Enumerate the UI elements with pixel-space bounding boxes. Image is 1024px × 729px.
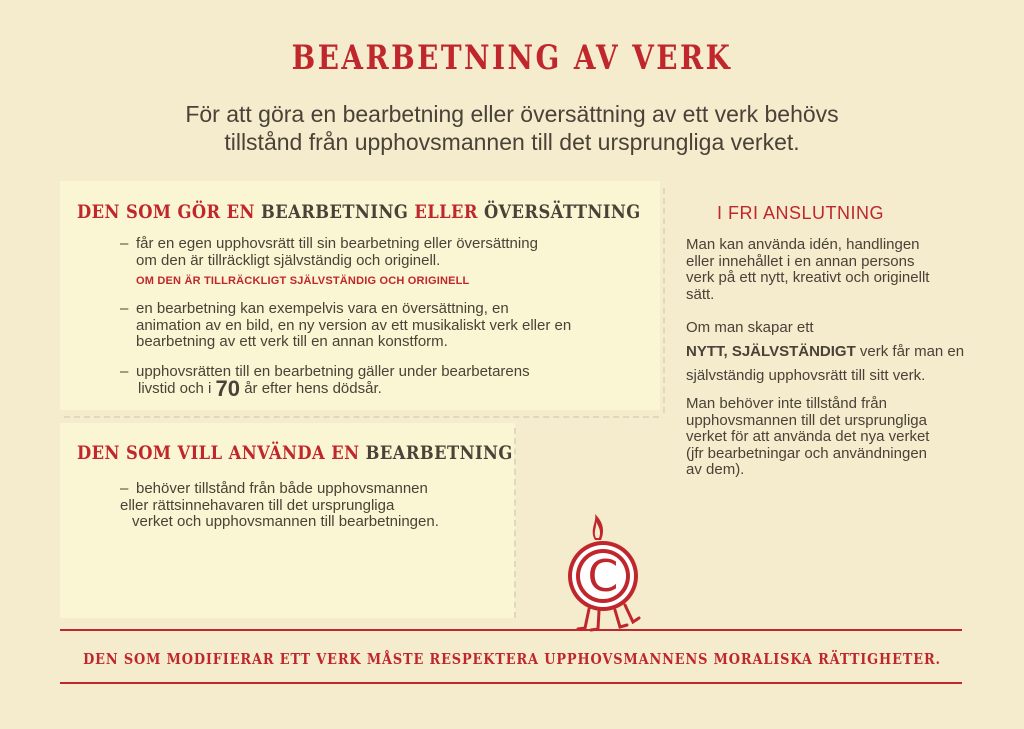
section2-heading <box>77 442 513 464</box>
side-title: I FRI ANSLUTNING <box>717 203 885 223</box>
section2-bullet-1: – behöver tillstånd från både upphovsmannen eller rättsinnehavaren till det ursprungliga verket och upphovsmannen till bearbetningen. <box>120 481 510 531</box>
section1-heading <box>77 201 641 223</box>
footer-rule-bottom <box>60 682 962 684</box>
footer-text: DEN SOM MODIFIERAR ETT VERK MÅSTE RESPEKTERA UPPHOVSMANNENS MORALISKA RÄTTIGHETER. <box>83 650 941 668</box>
section1-bullet-2: – en bearbetning kan exempelvis vara en översättning, en animation av en bild, en ny version av ett musikaliskt verk eller en bearbetning av ett verk till en annan konstform. <box>120 301 655 351</box>
side-para3-line1: Man behöver inte tillstånd från <box>686 395 887 412</box>
side-paragraph-1 <box>686 237 976 303</box>
section2-bullet-1-line3: verket och upphovsmannen till bearbetningen. <box>132 513 439 530</box>
side-para3-line3: verket för att använda det nya verket <box>686 428 930 445</box>
section1-heading-part1: DEN SOM GÖR EN <box>77 201 262 223</box>
side-para3-line4: (jfr bearbetningar och användningen <box>686 444 928 462</box>
section1-bullet-2-line3: bearbetning av ett verk till en annan konstform. <box>136 333 448 350</box>
divider-horizontal <box>64 416 659 418</box>
side-para3-line5: av dem). <box>686 461 745 478</box>
divider-vertical-2 <box>514 428 516 618</box>
side-para3-line2: upphovsmannen till det ursprungliga <box>686 411 927 429</box>
section2-bullet-1-line2: eller rättsinnehavaren till det ursprungliga <box>120 496 395 514</box>
side-paragraph-2 <box>686 316 986 388</box>
section1-bullet-3: – upphovsrätten till en bearbetning gäller under bearbetarens livstid och i 70 år efter hens dödsår. <box>120 363 530 401</box>
section1-bullet-1-line1: får en egen upphovsrätt till sin bearbetning eller översättning <box>136 235 538 252</box>
years-number: 70 <box>215 375 241 401</box>
side-para2-bold: NYTT, SJÄLVSTÄNDIGT <box>686 343 856 360</box>
side-paragraph-3 <box>686 396 986 479</box>
section1-bullet-2-line2: animation av en bild, en ny version av ett musikaliskt verk eller en <box>136 316 572 334</box>
section2-heading-part2: BEARBETNING <box>365 442 513 464</box>
side-para2-line3: självständig upphovsrätt till sitt verk. <box>686 367 926 384</box>
side-para1-line1: Man kan använda idén, handlingen <box>686 236 920 253</box>
section1-heading-part4: ÖVERSÄTTNING <box>484 201 641 223</box>
copyright-mascot-icon <box>565 512 655 634</box>
section1-bullet-3-line2a: livstid och i <box>138 379 212 397</box>
section1-heading-part2: BEARBETNING <box>261 201 415 223</box>
section2-bullet-1-line1: behöver tillstånd från både upphovsmannen <box>136 480 428 497</box>
section1-bullet-3-line2b: år efter hens dödsår. <box>244 379 382 397</box>
section1-bullet-3-line1: upphovsrätten till en bearbetning gäller under bearbetarens <box>136 363 530 380</box>
side-para1-line4: sätt. <box>686 285 715 303</box>
subtitle <box>100 100 924 156</box>
side-para1-line2: eller innehållet i en annan persons <box>686 252 915 270</box>
divider-vertical <box>663 188 665 413</box>
section1-heading-part3: ELLER <box>414 201 485 223</box>
section1-note: OM DEN ÄR TILLRÄCKLIGT SJÄLVSTÄNDIG OCH ORIGINELL <box>136 275 470 287</box>
page-title: BEARBETNING AV VERK <box>291 38 733 78</box>
section1-bullet-2-line1: en bearbetning kan exempelvis vara en översättning, en <box>136 300 509 317</box>
mascot-symbol: C <box>587 551 619 602</box>
side-para2-line2: verk får man en <box>855 343 965 360</box>
section1-bullet-1-line2: om den är tillräckligt självständig och originell. <box>136 251 441 269</box>
section2-heading-part1: DEN SOM VILL ANVÄNDA EN <box>77 442 366 464</box>
subtitle-line-1: För att göra en bearbetning eller översättning av ett verk behövs <box>185 101 839 127</box>
footer-rule-top <box>60 629 962 631</box>
section1-bullet-1: – får en egen upphovsrätt till sin bearbetning eller översättning om den är tillräckligt självständig och originell. <box>120 236 650 269</box>
subtitle-line-2: tillstånd från upphovsmannen till det ursprungliga verket. <box>224 129 800 155</box>
side-para1-line3: verk på ett nytt, kreativt och originellt <box>686 269 930 286</box>
side-para2-line1: Om man skapar ett <box>686 319 814 336</box>
